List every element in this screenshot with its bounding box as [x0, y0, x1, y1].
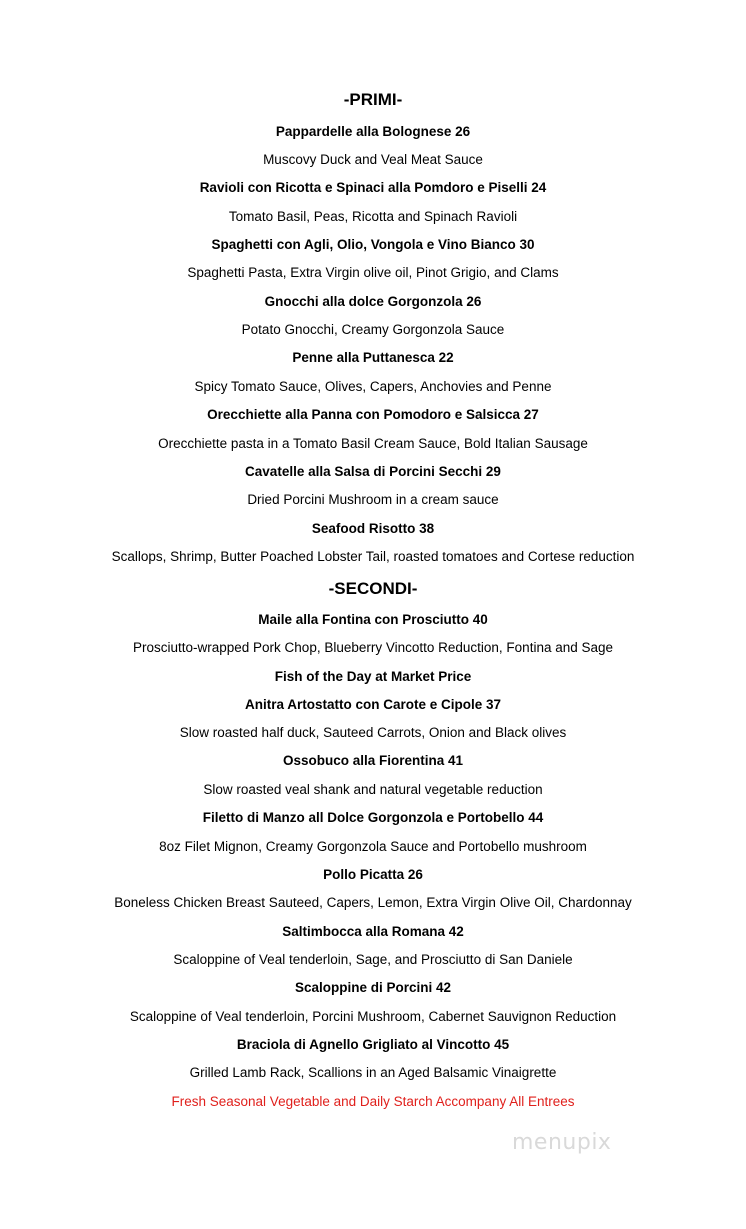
footer-note: Fresh Seasonal Vegetable and Daily Starch Accompany All Entrees [171, 1094, 575, 1109]
dish-description: Slow roasted veal shank and natural vegetable reduction [203, 782, 543, 797]
dish-description: Grilled Lamb Rack, Scallions in an Aged Balsamic Vinaigrette [189, 1065, 557, 1080]
dish-name: Maile alla Fontina con Prosciutto 40 [258, 612, 488, 627]
watermark-logo: menupix [512, 1130, 612, 1155]
dish-name: Saltimbocca alla Romana 42 [282, 924, 464, 939]
dish-name: Spaghetti con Agli, Olio, Vongola e Vino Bianco 30 [211, 237, 535, 252]
dish-description: Prosciutto-wrapped Pork Chop, Blueberry Vincotto Reduction, Fontina and Sage [132, 640, 614, 655]
dish-description: Scallops, Shrimp, Butter Poached Lobster Tail, roasted tomatoes and Cortese reduction [111, 549, 635, 564]
dish-description: Boneless Chicken Breast Sauteed, Capers, Lemon, Extra Virgin Olive Oil, Chardonnay [114, 895, 632, 910]
dish-description: Dried Porcini Mushroom in a cream sauce [247, 492, 499, 507]
dish-description: Potato Gnocchi, Creamy Gorgonzola Sauce [241, 322, 505, 337]
dish-name: Pollo Picatta 26 [323, 867, 423, 882]
dish-name: Penne alla Puttanesca 22 [292, 350, 454, 365]
dish-name: Scaloppine di Porcini 42 [294, 980, 452, 995]
dish-name: Filetto di Manzo all Dolce Gorgonzola e Portobello 44 [202, 810, 544, 825]
dish-name: Ossobuco alla Fiorentina 41 [282, 753, 464, 768]
dish-name: Seafood Risotto 38 [311, 521, 435, 536]
dish-description: Scaloppine of Veal tenderloin, Sage, and Prosciutto di San Daniele [173, 952, 573, 967]
dish-name: Fish of the Day at Market Price [274, 669, 472, 684]
dish-name: Pappardelle alla Bolognese 26 [275, 124, 471, 139]
dish-name: Orecchiette alla Panna con Pomodoro e Salsicca 27 [207, 407, 539, 422]
dish-name: Gnocchi alla dolce Gorgonzola 26 [264, 294, 482, 309]
section-title-primi: -PRIMI- [343, 90, 403, 109]
dish-description: 8oz Filet Mignon, Creamy Gorgonzola Sauce and Portobello mushroom [159, 839, 587, 854]
dish-description: Orecchiette pasta in a Tomato Basil Cream Sauce, Bold Italian Sausage [158, 436, 588, 451]
dish-description: Muscovy Duck and Veal Meat Sauce [263, 152, 483, 167]
dish-description: Spicy Tomato Sauce, Olives, Capers, Anchovies and Penne [194, 379, 552, 394]
dish-name: Cavatelle alla Salsa di Porcini Secchi 29 [245, 464, 501, 479]
dish-description: Slow roasted half duck, Sauteed Carrots, Onion and Black olives [179, 725, 567, 740]
dish-description: Tomato Basil, Peas, Ricotta and Spinach Ravioli [228, 209, 518, 224]
dish-description: Spaghetti Pasta, Extra Virgin olive oil, Pinot Grigio, and Clams [187, 265, 559, 280]
section-title-secondi: -SECONDI- [328, 579, 418, 598]
dish-name: Anitra Artostatto con Carote e Cipole 37 [244, 697, 502, 712]
dish-description: Scaloppine of Veal tenderloin, Porcini Mushroom, Cabernet Sauvignon Reduction [129, 1009, 617, 1024]
dish-name: Braciola di Agnello Grigliato al Vincotto 45 [236, 1037, 510, 1052]
dish-name: Ravioli con Ricotta e Spinaci alla Pomdoro e Piselli 24 [199, 180, 547, 195]
